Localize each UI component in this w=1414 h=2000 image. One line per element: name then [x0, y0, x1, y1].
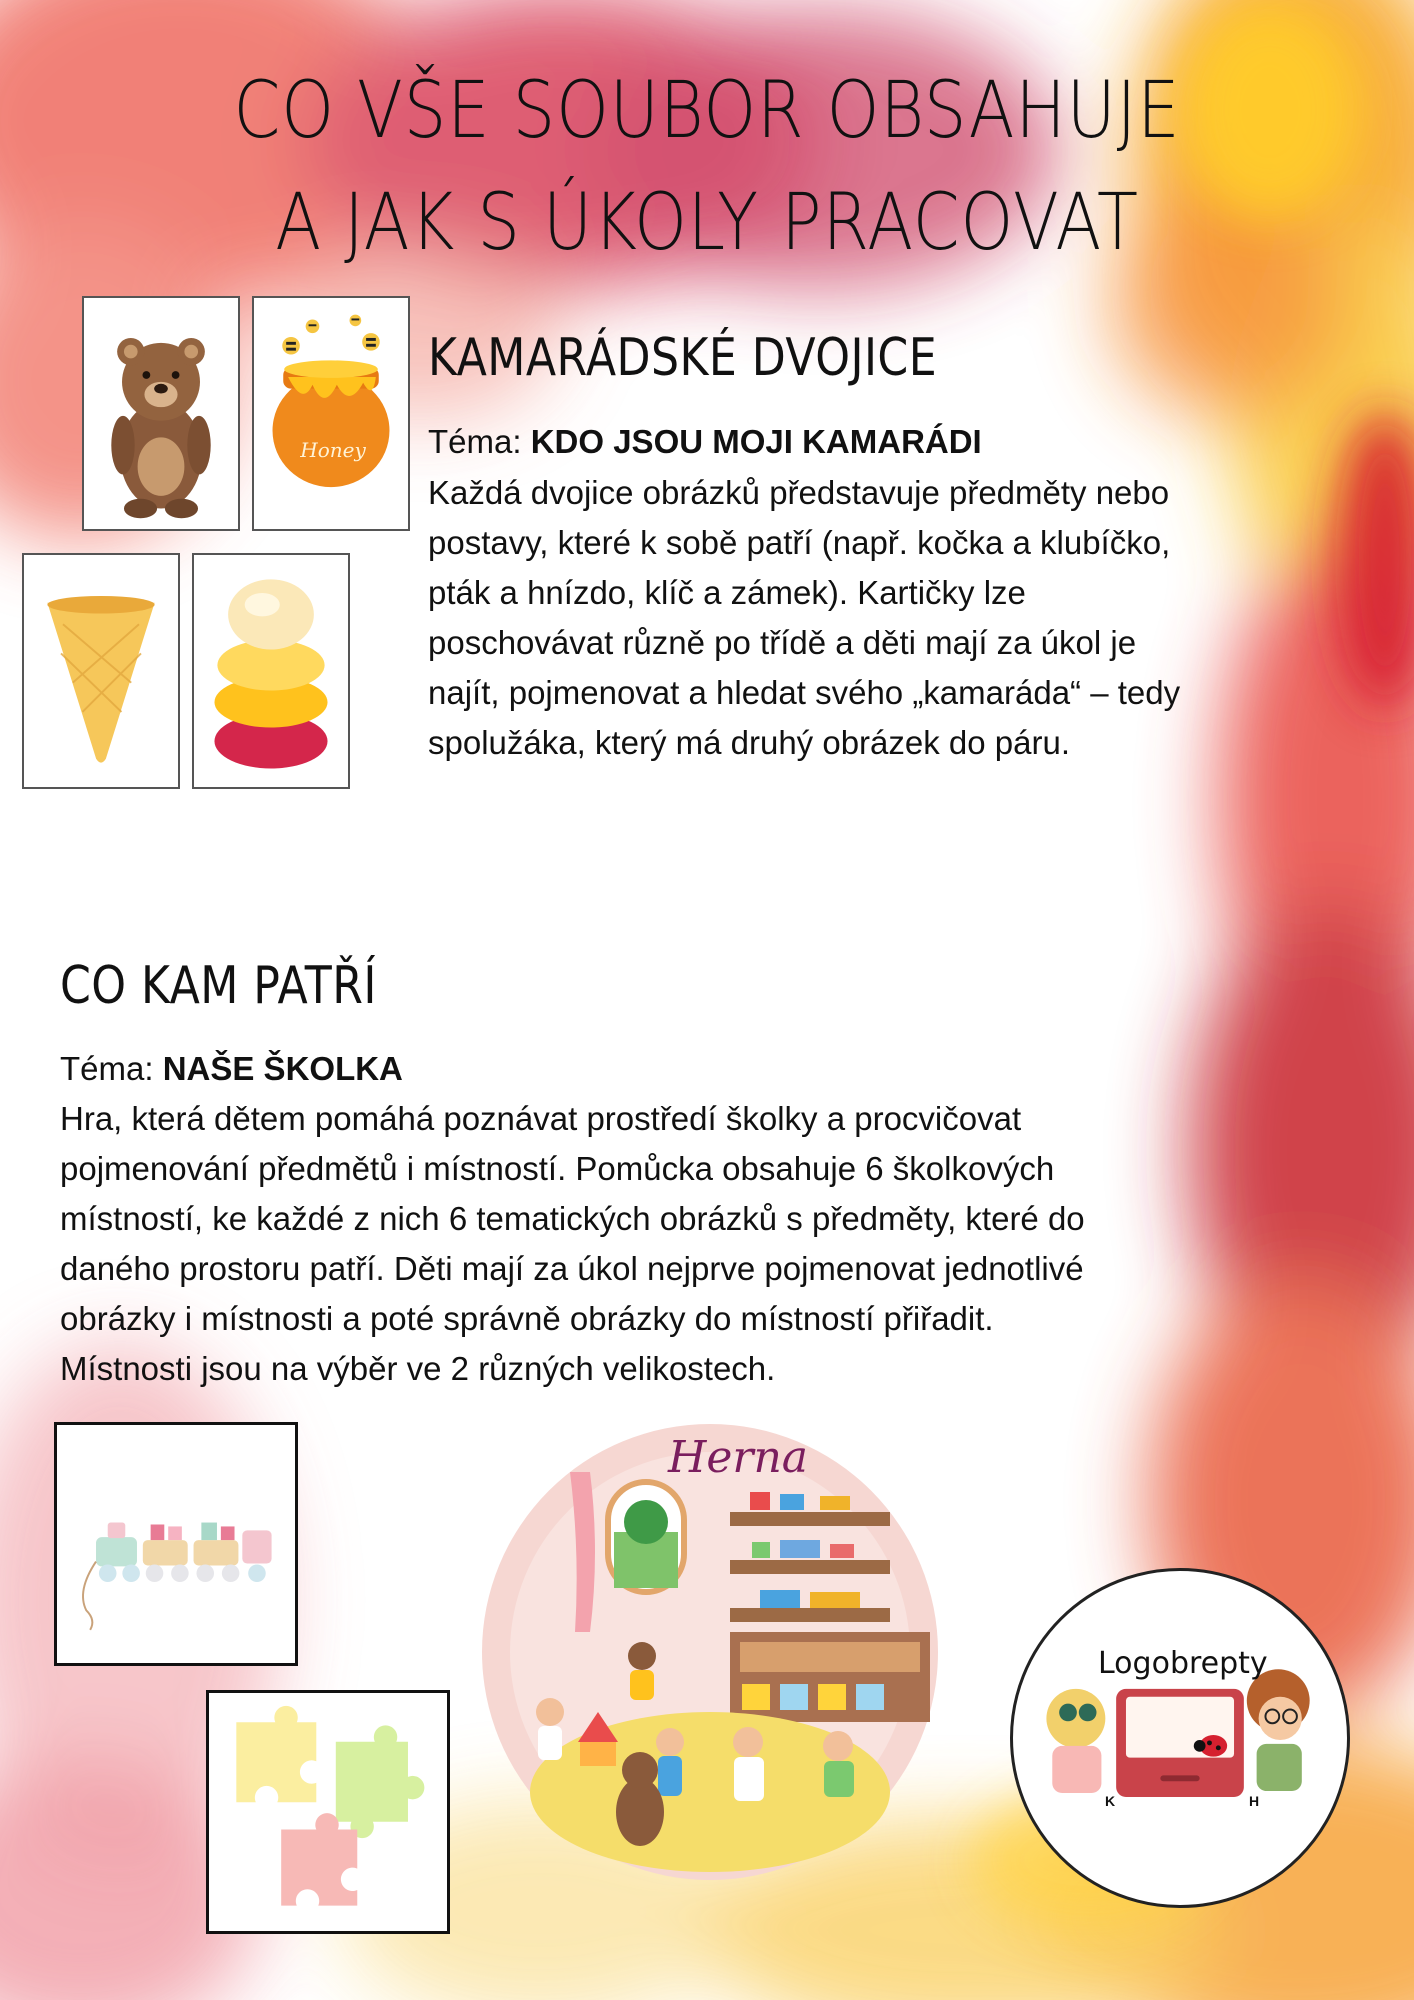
toy-train-card [54, 1422, 298, 1666]
bear-illustration [84, 298, 238, 529]
page-title-line-2: A JAK S ÚKOLY PRACOVAT [275, 178, 1139, 268]
honey-label: Honey [300, 438, 366, 462]
section-heading-co-kam-patri: CO KAM PATŘÍ [60, 956, 377, 1016]
ice-cream-scoops-card [192, 553, 350, 789]
herna-label: Herna [668, 1432, 809, 1483]
honey-pot-illustration [254, 298, 408, 529]
section2-line: daného prostoru patří. Děti mají za úkol nejprve pojmenovat jednotlivé [60, 1250, 1084, 1287]
section2-topic-value: NAŠE ŠKOLKA [162, 1050, 403, 1087]
section1-topic [428, 423, 982, 461]
puzzle-pieces-illustration [209, 1693, 447, 1931]
ice-cream-cone-illustration [24, 555, 178, 787]
section2-line: pojmenování předmětů i místností. Pomůcka obsahuje 6 školkových [60, 1150, 1055, 1187]
logo-illustration [1013, 1571, 1347, 1905]
page-title [99, 55, 1315, 279]
section-heading-kamaradske-dvojice: KAMARÁDSKÉ DVOJICE [428, 328, 938, 388]
page-title-line-1: CO VŠE SOUBOR OBSAHUJE [233, 66, 1181, 156]
section2-line: Místnosti jsou na výběr ve 2 různých velikostech. [60, 1350, 776, 1387]
logo-name: Logobrepty [1098, 1646, 1268, 1681]
section1-line: postavy, které k sobě patří (např. kočka a klubíčko, [428, 524, 1171, 561]
section1-line: najít, pojmenovat a hledat svého „kamaráda“ – tedy [428, 674, 1181, 711]
logobrepty-logo [1010, 1568, 1350, 1908]
section1-topic-value: KDO JSOU MOJI KAMARÁDI [530, 423, 982, 460]
section1-topic-label: Téma: [428, 423, 531, 460]
section2-topic [60, 1050, 403, 1088]
section2-line: místností, ke každé z nich 6 tematických obrázků s předměty, které do [60, 1200, 1085, 1237]
section2-line: obrázky i místnosti a poté správně obrázky do místností přiřadit. [60, 1300, 994, 1337]
section2-description [60, 1094, 1372, 1394]
herna-room-illustration [480, 1412, 940, 1892]
bear-card [82, 296, 240, 531]
logo-letter-h: H [1249, 1793, 1260, 1809]
section2-line: Hra, která dětem pomáhá poznávat prostředí školky a procvičovat [60, 1100, 1022, 1137]
section1-line: spolužáka, který má druhý obrázek do páru. [428, 724, 1071, 761]
ice-cream-scoops-illustration [194, 555, 348, 787]
section1-line: poschovávat různě po třídě a děti mají za úkol je [428, 624, 1137, 661]
puzzle-card [206, 1690, 450, 1934]
logo-letter-k: K [1105, 1793, 1116, 1809]
cone-card [22, 553, 180, 789]
section1-description [428, 468, 1372, 768]
section1-line: pták a hnízdo, klíč a zámek). Kartičky lze [428, 574, 1026, 611]
toy-train-illustration [57, 1425, 295, 1663]
section2-topic-label: Téma: [60, 1050, 163, 1087]
honey-pot-card [252, 296, 410, 531]
section1-line: Každá dvojice obrázků představuje předměty nebo [428, 474, 1170, 511]
